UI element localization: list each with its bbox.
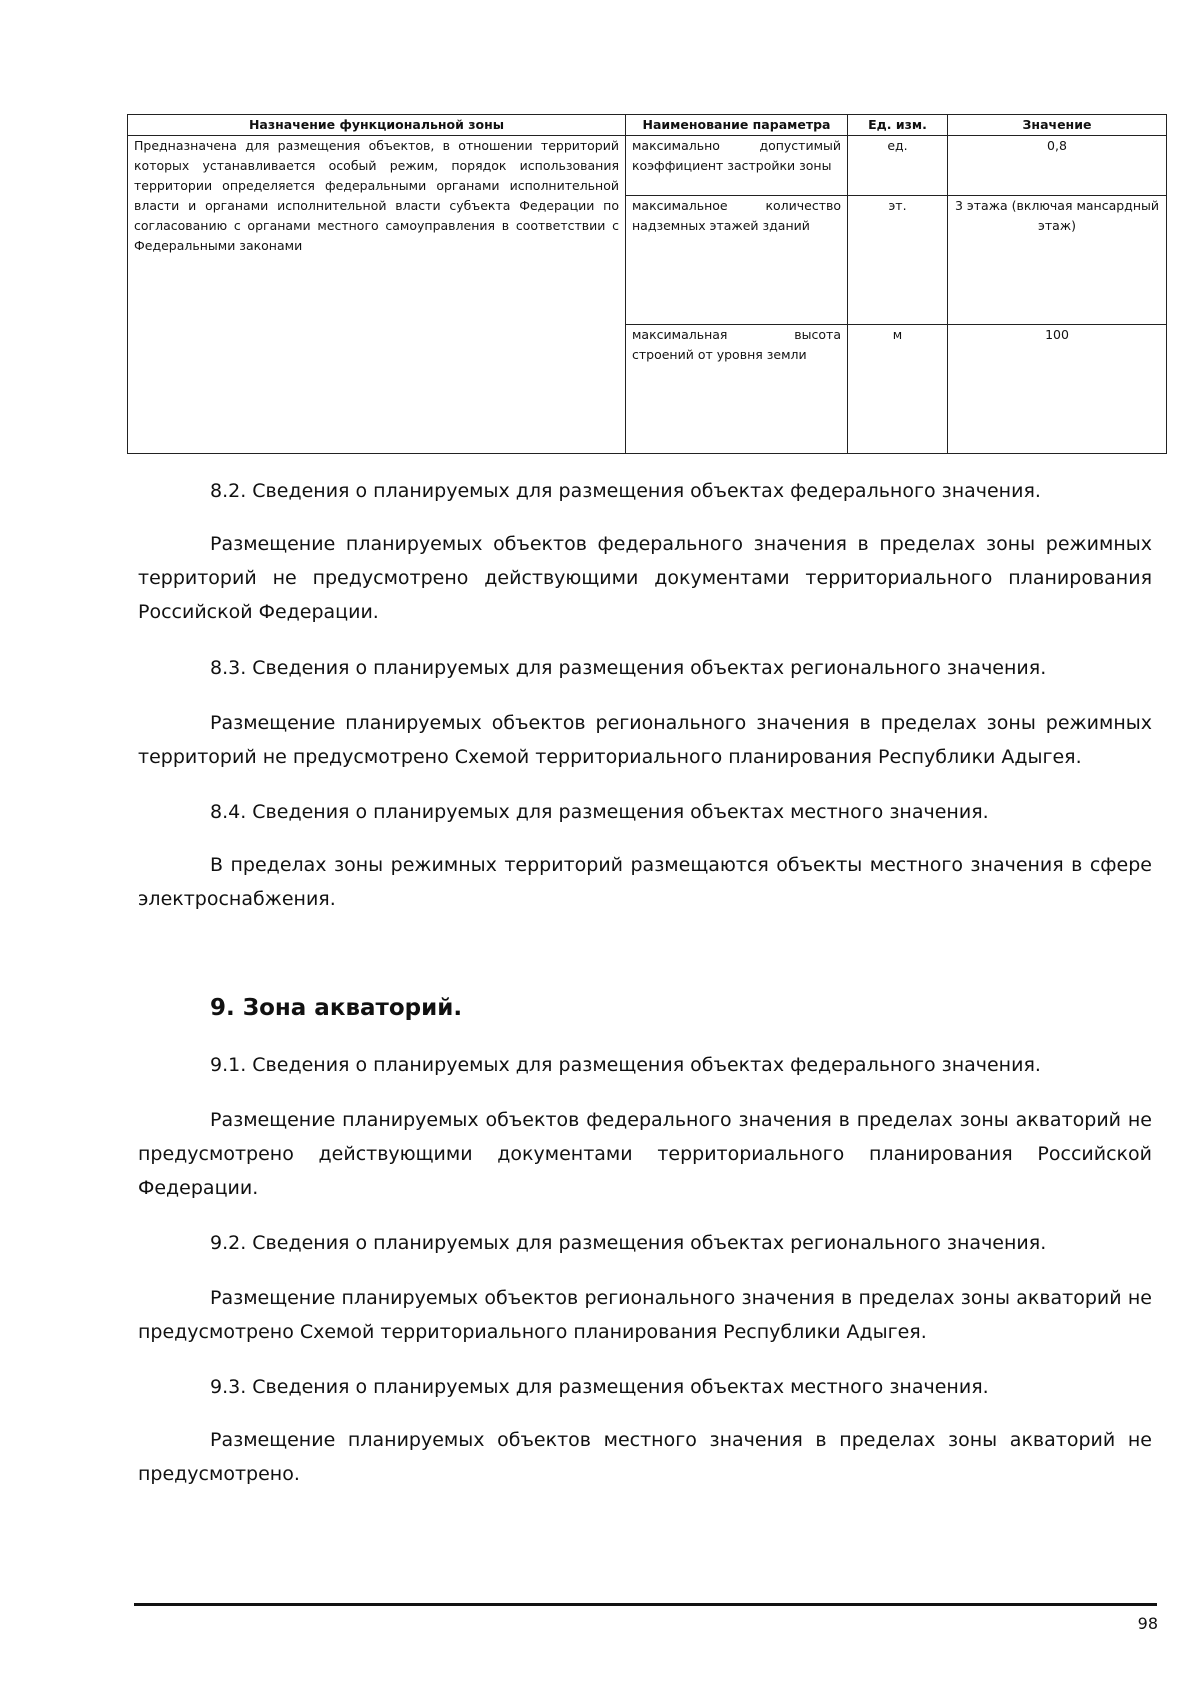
subsection-heading-9-1: 9.1. Сведения о планируемых для размещения объектах федерального значения. [210, 1054, 1041, 1076]
parameter-name-cell: максимальная высота строений от уровня земли [626, 325, 848, 454]
paragraph-9-1: Размещение планируемых объектов федерального значения в пределах зоны акваторий не предусмотрено действующими документами территориального планирования Российской Федерации. [138, 1109, 1152, 1199]
parameter-name-cell: максимально допустимый коэффициент застройки зоны [626, 136, 848, 196]
value-cell: 3 этажа (включая мансардный этаж) [948, 196, 1167, 325]
subsection-heading-9-3: 9.3. Сведения о планируемых для размещения объектах местного значения. [210, 1376, 989, 1398]
header-parameter-name: Наименование параметра [626, 115, 848, 136]
paragraph-8-2: Размещение планируемых объектов федерального значения в пределах зоны режимных территорий не предусмотрено действующими документами территориального планирования Российской Федерации. [138, 533, 1152, 623]
unit-cell: эт. [848, 196, 948, 325]
subsection-heading-8-3: 8.3. Сведения о планируемых для размещения объектах регионального значения. [210, 657, 1047, 679]
paragraph-8-4: В пределах зоны режимных территорий размещаются объекты местного значения в сфере электроснабжения. [138, 854, 1152, 910]
header-unit: Ед. изм. [848, 115, 948, 136]
paragraph-9-2: Размещение планируемых объектов регионального значения в пределах зоны акваторий не предусмотрено Схемой территориального планирования Республики Адыгея. [138, 1287, 1152, 1343]
subsection-heading-9-2: 9.2. Сведения о планируемых для размещения объектах регионального значения. [210, 1232, 1047, 1254]
zone-purpose-cell: Предназначена для размещения объектов, в отношении территорий которых устанавливается особый режим, порядок использования территории определяется федеральными органами исполнительной власти и органами исполнительной власти субъекта Федерации по согласованию с органами местного самоуправления в соответствии с Федеральными законами [128, 136, 626, 454]
parameter-name-cell: максимальное количество надземных этажей зданий [626, 196, 848, 325]
header-value: Значение [948, 115, 1167, 136]
unit-cell: м [848, 325, 948, 454]
subsection-heading-8-2: 8.2. Сведения о планируемых для размещения объектах федерального значения. [210, 480, 1041, 502]
page-number: 98 [1137, 1614, 1158, 1633]
section-title-9: 9. Зона акваторий. [210, 995, 463, 1021]
paragraph-9-3: Размещение планируемых объектов местного значения в пределах зоны акваторий не предусмотрено. [138, 1429, 1152, 1485]
table-row [128, 136, 1167, 196]
table-header-row [128, 115, 1167, 136]
footer-divider [134, 1603, 1157, 1606]
value-cell: 0,8 [948, 136, 1167, 196]
zone-parameters-table [127, 114, 1167, 454]
value-cell: 100 [948, 325, 1167, 454]
subsection-heading-8-4: 8.4. Сведения о планируемых для размещения объектах местного значения. [210, 801, 989, 823]
header-zone-purpose: Назначение функциональной зоны [128, 115, 626, 136]
paragraph-8-3: Размещение планируемых объектов регионального значения в пределах зоны режимных территорий не предусмотрено Схемой территориального планирования Республики Адыгея. [138, 712, 1152, 768]
unit-cell: ед. [848, 136, 948, 196]
